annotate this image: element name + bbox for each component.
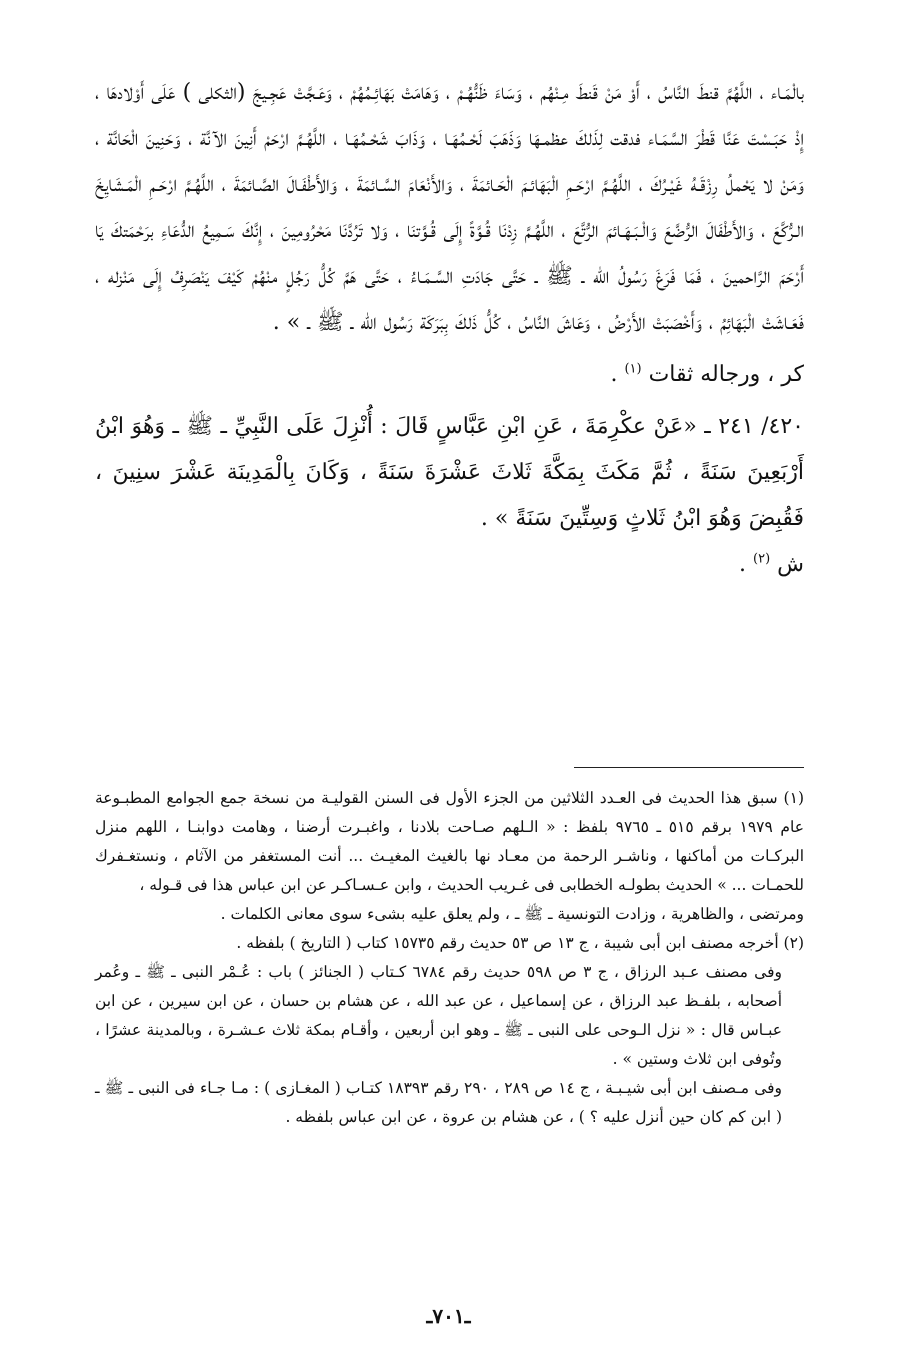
hadith-text: «عَنْ عكْرِمَةَ ، عَنِ ابْنِ عَبَّاسٍ قَالَ : أُنْزِلَ عَلَى النَّبِيِّ ـ ﷺ ـ وَهُوَ ابْنُ أَرْبَعِينَ سَنَةً ، ثُمَّ مَكَثَ بِمَكَّةَ ثَلاثَ عَشْرَةَ سَنَةً ، وَكَانَ بِالْمَدِينَة عَشْرَ سنِينَ ، فَقُبِضَ وَهُوَ ابْنُ ثَلاثٍ وَسِتِّينَ سَنَةً » . [95,414,804,531]
citation-1-end: . [610,362,618,387]
footnotes [95,784,804,1132]
citation-2-end: . [739,552,746,577]
footnote-2-abdulrazzaq: وفى مصنف عـبد الرزاق ، ج ٣ ص ٥٩٨ حديث رقم ٦٧٨٤ كـتاب ( الجنائز ) باب : عُـمْر النبى ـ ﷺ ـ وعُمر أصحابه ، بلفـظ عبد الرزاق ، عن إسماعيل ، عن عبد الله ، عن هشام بن حسان ، عن ابن سيرين ، عن ابن عبـاس قال : « نزل الـوحى على النبى ـ ﷺ ـ وهو ابن أربعين ، وأقـام بمكة ثلاث عـشـرة ، وبالمدينة عشرًا ، وتُوفى ابن ثلاث وستين » . [95,963,782,1068]
citation-2-text: ش [777,552,804,577]
citation-2-ref: (٢) [753,551,771,567]
footnote-1-continuation: ومرتضى ، والظاهرية ، وزادت التونسية ـ ﷺ ـ ، ولم يعلق عليه بشىء سوى معانى الكلمات . [220,905,804,923]
citation-1-ref: (١) [624,361,642,377]
footnote-1: (١) سبق هذا الحديث فى العـدد الثلاثين من الجزء الأول فى السنن القوليـة من نسخة جمع الجوامع المطبـوعة عام ١٩٧٩ برقم ٥١٥ ـ ٩٧٦٥ بلفظ : « الـلهم صـاحت بلادنا ، واغبـرت أرضنا ، وهامت دوابنـا ، اللهم منزل البركـات من أماكنها ، وناشـر الرحمة من معـاد نها بالغيث المغيـث ... أنت المستغفر من الآثام ، ونستغـفرك للحمـات ... » الحديث بطولـه الخطابى فى غـريب الحديث ، وابن عـسـاكـر عن ابن عباس هذا فى قـوله ، [95,789,804,894]
hadith-continuation: بالْمَـاء ، اللَّهُمَّ قنطَ النَّاسُ ، أَوْ مَنْ قَنطَ مِـنْهُم ، وَسَاءَ ظَنُّهُـمْ ، وَهَامَتْ بَهَائِـمُهُمْ ، وَعَـجَّتْ عَجِـيجَ (الثكلى ) عَلَى أَوْلادهَا ، إِذْ حَبَـسْتَ عَنَّا قَطْرَ السَّمَـاء فدقت لِذَلكَ عظمـهَا وَذَهَبَ لَحْـمُهَـا ، وَذَابَ شَحْـمُهَـا ، اللَّهُـمَّ ارْحَمْ أَنِينَ الآنَّة ، وَحَنِينَ الْحَانَّة ، وَمَنْ لا يَحْملُ رِزْقَـهُ غَيْـرُكَ ، اللَّهُـمَّ ارْحَـمِ الْبَهَائـمَ الْحَـائمَةَ ، وَالأَنْعَامَ السَّـائمَةَ ، وَالأَطْفَـالَ الصَّـائمَةَ ، اللَّهُـمَّ ارْحَـمِ الْمَـشَايِخَ الـرُّكَّعَ ، وَالأَطْفَالَ الرُّضَّعَ وَالْـبَـهَـائمَ الرُّتَّعَ ، اللَّهُـمَّ زِدْنَا قُـوَّةً إِلَى قُـوَّتنَا ، وَلا تَرُدَّنَا مَحْرُومِينَ ، إِنَّكَ سَـمِيعُ الدُّعَاءِ برَحْمَتكَ يَا أَرْحَمَ الرَّاحمينَ ، فَمَا فَرَغَ رَسُولُ الله ـ ﷺ ـ حَتَّى جَادَتِ السَّـمَـاءُ ، حَتَّى هَمَّ كُلُّ رَجُلٍ منْهُمْ كَيْفَ يَنْصَرِفُ إِلَى مَنْزله ، فَعَـاشَتْ الْبَهَائِمُ ، وَأَخْصَبَتْ الأَرْضُ ، وَعَاشَ النَّاسُ ، كُلُّ ذَلكَ بِبَرَكَة رَسُول الله ـ ﷺ ـ » . [95,80,804,335]
footnote-2-ibn-abi-shaybah: وفى مـصنف ابن أبى شيـبـة ، ج ١٤ ص ٢٨٩ ، ٢٩٠ رقم ١٨٣٩٣ كتـاب ( المغـازى ) : مـا جـاء فى النبى ـ ﷺ ـ ( ابن كم كان حين أنزل عليه ؟ ) ، عن هشام بن عروة ، عن ابن عباس بلفظه . [95,1079,783,1126]
footnote-separator [574,767,804,768]
citation-1-text: كر ، ورجاله ثقات [648,362,804,387]
hadith-number: ٤٢٠/ ٢٤١ ـ [704,414,804,439]
footnote-2: (٢) أخرجه مصنف ابن أبى شيبة ، ج ١٣ ص ٥٣ حديث رقم ١٥٧٣٥ كتاب ( التاريخ ) بلفظه . [236,934,804,952]
main-text [95,70,804,588]
hadith-241 [95,404,804,542]
citation-1 [95,352,804,398]
page-number: ـ٧٠١ـ [426,1304,471,1328]
citation-2 [95,542,804,588]
